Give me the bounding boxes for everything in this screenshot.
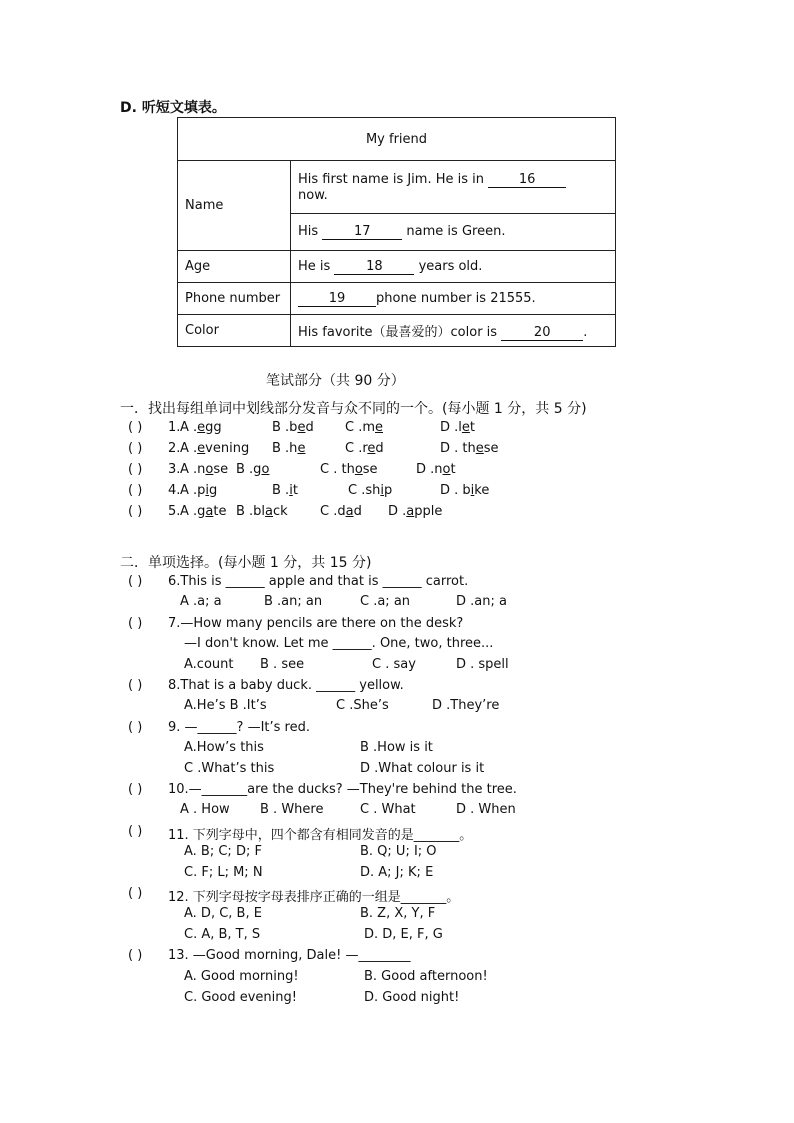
- q6-option-d: D .an; a: [456, 594, 507, 609]
- q6-option-c: C .a; an: [360, 594, 411, 609]
- q10-option-d: D . When: [456, 802, 516, 817]
- q13-option-c: C. Good evening!: [184, 990, 297, 1005]
- q7-option-d: D . spell: [456, 657, 509, 672]
- q4-option-d: D . bike: [440, 483, 490, 498]
- q13-option-d: D. Good night!: [364, 990, 460, 1005]
- written-part-title: 笔试部分（共 90 分）: [266, 373, 405, 389]
- q12-option-c: C. A, B, T, S: [184, 927, 261, 942]
- q1-option-d: D .let: [440, 420, 475, 435]
- q8-option-d: D .They’re: [432, 698, 500, 713]
- phone-row: 19 phone number is 21555.: [291, 283, 616, 315]
- q5-option-a: A .gate: [180, 504, 227, 519]
- my-friend-table: [177, 117, 616, 347]
- answer-paren[interactable]: ( ): [128, 782, 143, 797]
- q4-option-b: B .it: [272, 483, 298, 498]
- q3-number: 3.: [168, 462, 181, 477]
- blank-20[interactable]: 20: [501, 326, 583, 341]
- blank-17[interactable]: 17: [322, 225, 402, 240]
- q11-option-d: D. A; J; K; E: [360, 865, 434, 880]
- q3-option-a: A .nose: [180, 462, 229, 477]
- q3-option-b: B .go: [236, 462, 270, 477]
- answer-paren[interactable]: ( ): [128, 574, 143, 589]
- q3-option-c: C . those: [320, 462, 378, 477]
- q10-option-a: A . How: [180, 802, 230, 817]
- q3-option-d: D .not: [416, 462, 456, 477]
- q13-stem: 13. —Good morning, Dale! —________: [168, 948, 411, 963]
- color-label: Color: [178, 315, 291, 347]
- q1-option-b: B .bed: [272, 420, 314, 435]
- q7-option-b: B . see: [260, 657, 305, 672]
- q5-option-c: C .dad: [320, 504, 362, 519]
- q11-stem: 11. 下列字母中，四个都含有相同发音的是_______。: [168, 828, 473, 843]
- q5-number: 5.: [168, 504, 181, 519]
- q4-number: 4.: [168, 483, 181, 498]
- answer-paren[interactable]: ( ): [128, 948, 143, 963]
- q6-option-a: A .a; a: [180, 594, 222, 609]
- answer-paren[interactable]: ( ): [128, 504, 143, 519]
- q9-option-c: C .What’s this: [184, 761, 275, 776]
- part1-title: 一．找出每组单词中划线部分发音与众不同的一个。(每小题 1 分，共 5 分): [120, 401, 587, 417]
- q11-option-a: A. B; C; D; F: [184, 844, 262, 859]
- q2-option-b: B .he: [272, 441, 306, 456]
- q9-option-b: B .How is it: [360, 740, 433, 755]
- q11-option-b: B. Q; U; I; O: [360, 844, 437, 859]
- q4-option-a: A .pig: [180, 483, 218, 498]
- answer-paren[interactable]: ( ): [128, 616, 143, 631]
- section-d-title: D. 听短文填表。: [120, 100, 226, 116]
- q2-option-c: C .red: [345, 441, 384, 456]
- q9-stem: 9. —______? —It’s red.: [168, 720, 310, 735]
- q1-option-c: C .me: [345, 420, 384, 435]
- q9-option-d: D .What colour is it: [360, 761, 485, 776]
- phone-label: Phone number: [178, 283, 291, 315]
- blank-18[interactable]: 18: [334, 260, 414, 275]
- q8-option-ab: A.He’s B .It’s: [184, 698, 267, 713]
- name-label: Name: [178, 161, 291, 251]
- q2-number: 2.: [168, 441, 181, 456]
- answer-paren[interactable]: ( ): [128, 462, 143, 477]
- answer-paren[interactable]: ( ): [128, 483, 143, 498]
- blank-16[interactable]: 16: [488, 173, 566, 188]
- name-row-2: His 17 name is Green.: [291, 214, 616, 251]
- q11-option-c: C. F; L; M; N: [184, 865, 263, 880]
- age-row: He is 18 years old.: [291, 251, 616, 283]
- answer-paren[interactable]: ( ): [128, 824, 143, 839]
- color-row: His favorite（最喜爱的）color is 20 .: [291, 315, 616, 347]
- q1-number: 1.: [168, 420, 181, 435]
- q10-option-b: B . Where: [260, 802, 324, 817]
- q7-option-c: C . say: [372, 657, 416, 672]
- age-label: Age: [178, 251, 291, 283]
- q13-option-a: A. Good morning!: [184, 969, 299, 984]
- q10-stem: 10.—_______are the ducks? —They're behind the tree.: [168, 782, 517, 797]
- q2-option-a: A .evening: [180, 441, 250, 456]
- answer-paren[interactable]: ( ): [128, 720, 143, 735]
- name-row-1: His first name is Jim. He is in 16 now.: [291, 161, 616, 214]
- answer-paren[interactable]: ( ): [128, 678, 143, 693]
- q10-option-c: C . What: [360, 802, 416, 817]
- q8-stem: 8.That is a baby duck. ______ yellow.: [168, 678, 404, 693]
- part2-title: 二．单项选择。(每小题 1 分，共 15 分): [120, 555, 372, 571]
- q9-option-a: A.How’s this: [184, 740, 264, 755]
- q5-option-b: B .black: [236, 504, 288, 519]
- q5-option-d: D .apple: [388, 504, 443, 519]
- q4-option-c: C .ship: [348, 483, 393, 498]
- q1-option-a: A .egg: [180, 420, 222, 435]
- answer-paren[interactable]: ( ): [128, 886, 143, 901]
- q7-stem-2: —I don't know. Let me ______. One, two, three...: [184, 636, 494, 651]
- table-header: My friend: [178, 118, 616, 161]
- blank-19[interactable]: 19: [298, 292, 376, 307]
- q12-option-a: A. D, C, B, E: [184, 906, 262, 921]
- q2-option-d: D . these: [440, 441, 499, 456]
- q13-option-b: B. Good afternoon!: [364, 969, 488, 984]
- q6-option-b: B .an; an: [264, 594, 323, 609]
- q7-option-a: A.count: [184, 657, 234, 672]
- answer-paren[interactable]: ( ): [128, 441, 143, 456]
- q12-stem: 12. 下列字母按字母表排序正确的一组是_______。: [168, 890, 460, 905]
- q8-option-c: C .She’s: [336, 698, 389, 713]
- q6-stem: 6.This is ______ apple and that is ______ carrot.: [168, 574, 469, 589]
- q12-option-d: D. D, E, F, G: [364, 927, 443, 942]
- q12-option-b: B. Z, X, Y, F: [360, 906, 436, 921]
- q7-stem: 7.—How many pencils are there on the desk?: [168, 616, 464, 631]
- answer-paren[interactable]: ( ): [128, 420, 143, 435]
